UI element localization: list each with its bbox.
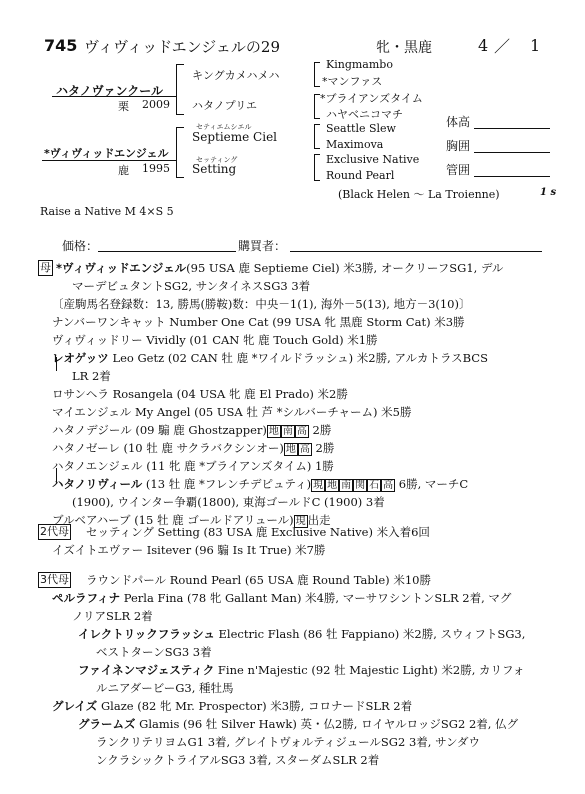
entry-text: ヴィヴィッドリー Vividly (01 CAN 牝 鹿 Touch Gold) 米1勝 bbox=[52, 333, 378, 347]
dam-dam-dam: Round Pearl bbox=[326, 169, 395, 182]
entry-name: グラームズ bbox=[78, 717, 136, 731]
dam-sire-ruby: セティエムシエル bbox=[196, 123, 252, 131]
connector-line bbox=[56, 468, 57, 482]
entry-text: 〔産駒馬名登録数：13, 勝馬(勝鞍)数：中央－1(1), 海外－5(13), 地方－3(10)〕 bbox=[52, 297, 471, 311]
entry-text: Fine n'Majestic (92 牡 Majestic Light) 米2勝, カリフォ bbox=[214, 663, 525, 677]
entry-text: セッティング Setting (83 USA 鹿 Exclusive Native) 米入着6回 bbox=[86, 525, 430, 539]
horse-name: ヴィヴィッドエンジェルの29 bbox=[84, 38, 281, 56]
venue-box: 地 bbox=[268, 426, 279, 437]
entry-line bbox=[96, 680, 234, 696]
entry-line bbox=[86, 572, 431, 588]
entry-line bbox=[52, 440, 334, 458]
entry-text: ハタノエンジェル (11 牝 鹿 *ブライアンズタイム) 1勝 bbox=[52, 459, 334, 473]
entry-name: ファイネンマジェスティク bbox=[78, 663, 215, 677]
entry-line bbox=[96, 644, 212, 660]
entry-line bbox=[52, 458, 334, 474]
sire-dam-dam: ハヤベニコマチ bbox=[326, 108, 403, 121]
birth-day: 1 bbox=[530, 36, 541, 55]
entry-name: イレクトリックフラッシュ bbox=[78, 627, 215, 641]
entry-line bbox=[52, 296, 471, 312]
girth-field[interactable] bbox=[474, 152, 550, 153]
entry-line bbox=[72, 278, 310, 294]
entry-name: *ヴィヴィッドエンジェル bbox=[56, 261, 187, 275]
entry-text: Electric Flash (86 牡 Fappiano) 米2勝, スウィフトSG3, bbox=[214, 627, 526, 641]
sire-year: 2009 bbox=[142, 98, 170, 111]
entry-text: (1900), ウインター争覇(1800), 東海ゴールドC (1900) 3着 bbox=[72, 495, 385, 509]
venue-box: 地 bbox=[327, 480, 338, 491]
entry-line bbox=[56, 260, 503, 276]
cannon-field[interactable] bbox=[474, 176, 550, 177]
entry-line bbox=[78, 662, 524, 678]
entry-line bbox=[96, 752, 379, 768]
entry-text: Glaze (82 牝 Mr. Prospector) 米3勝, コロナードSLR 2着 bbox=[97, 699, 413, 713]
entry-text: Leo Getz (02 CAN 牡 鹿 *ワイルドラッシュ) 米2勝, アルカトラスBCS bbox=[108, 351, 488, 365]
entry-text: ハタノデジール (09 騸 鹿 Ghostzapper) bbox=[52, 423, 267, 437]
entry-text: ブルベアハーブ (15 牡 鹿 ゴールドアリュール) bbox=[52, 513, 294, 527]
entry-line bbox=[72, 608, 153, 624]
section-tag: 母 bbox=[40, 261, 51, 274]
inbreeding: Raise a Native M 4×S 5 bbox=[40, 205, 174, 218]
entry-tail: 出走 bbox=[307, 513, 331, 527]
dam-sire-dam: Maximova bbox=[326, 138, 384, 151]
height-label: 体高 bbox=[446, 115, 471, 129]
entry-text: ルニアダービーG3, 種牡馬 bbox=[96, 681, 234, 695]
venue-box: 関 bbox=[355, 480, 366, 491]
entry-text: マイエンジェル My Angel (05 USA 牡 芦 *シルバーチャーム) 米5勝 bbox=[52, 405, 412, 419]
venue-box: 高 bbox=[299, 444, 310, 455]
entry-line bbox=[52, 332, 378, 348]
entry-line bbox=[72, 368, 111, 384]
entry-text: ラウンドパール Round Pearl (65 USA 鹿 Round Table) 米10勝 bbox=[86, 573, 431, 587]
entry-line bbox=[52, 422, 331, 440]
entry-text: ンクラシックトライアルSG3 3着, スターダムSLR 2着 bbox=[96, 753, 380, 767]
entry-text: ハタノゼーレ (10 牡 鹿 サクラバクシンオー) bbox=[52, 441, 284, 455]
dam-dam-sire: Exclusive Native bbox=[326, 153, 420, 166]
buyer-field[interactable] bbox=[290, 251, 542, 252]
price-label: 価格： bbox=[62, 239, 99, 253]
entry-tail: 2勝 bbox=[311, 441, 335, 455]
venue-box: 地 bbox=[285, 444, 296, 455]
entry-text: Perla Fina (78 牝 Gallant Man) 米4勝, マーサワシントンSLR 2着, マグ bbox=[120, 591, 512, 605]
family-number: 1 s bbox=[540, 187, 557, 198]
entry-line bbox=[52, 542, 325, 558]
sire-color: 栗 bbox=[118, 100, 129, 113]
section-tag: 2代母 bbox=[40, 525, 69, 538]
dam-sire-sire: Seattle Slew bbox=[326, 122, 396, 135]
dam-year: 1995 bbox=[142, 162, 170, 175]
sire-sire-dam: *マンファス bbox=[322, 75, 383, 88]
family-line: (Black Helen ～ La Troienne) bbox=[338, 188, 500, 201]
sire-name: ハタノヴァンクール bbox=[56, 84, 164, 98]
entry-line bbox=[86, 524, 430, 540]
entry-name: ハタノリヴィール bbox=[52, 477, 143, 491]
entry-name: ペルラフィナ bbox=[52, 591, 121, 605]
venue-box: 石 bbox=[369, 480, 380, 491]
entry-tail: 2勝 bbox=[308, 423, 332, 437]
sire-dam: ハタノプリエ bbox=[192, 99, 258, 112]
dam-sire: Septieme Ciel bbox=[192, 130, 278, 144]
entry-line bbox=[52, 698, 412, 714]
height-field[interactable] bbox=[474, 128, 550, 129]
entry-line bbox=[52, 590, 511, 606]
sire-sire-sire: Kingmambo bbox=[326, 58, 393, 71]
venue-box: 現 bbox=[313, 480, 324, 491]
venue-box: 高 bbox=[383, 480, 394, 491]
connector-line bbox=[56, 357, 57, 371]
sire-dam-sire: *ブライアンズタイム bbox=[320, 92, 423, 105]
venue-box: 高 bbox=[296, 426, 307, 437]
entry-text: ロサンヘラ Rosangela (04 USA 牝 鹿 El Prado) 米2勝 bbox=[52, 387, 348, 401]
entry-line bbox=[52, 476, 468, 494]
entry-text: ノリアSLR 2着 bbox=[72, 609, 153, 623]
entry-text: (95 USA 鹿 Septieme Ciel) 米3勝, オークリーフSG1, デル bbox=[186, 261, 504, 275]
entry-text: ベストターンSG3 3着 bbox=[96, 645, 212, 659]
entry-text: ナンバーワンキャット Number One Cat (99 USA 牝 黒鹿 Storm Cat) 米3勝 bbox=[52, 315, 465, 329]
entry-line bbox=[52, 350, 488, 366]
sex-color: 牝・黒鹿 bbox=[376, 40, 432, 56]
entry-line bbox=[78, 626, 525, 642]
entry-name: グレイズ bbox=[52, 699, 98, 713]
girth-label: 胸囲 bbox=[446, 139, 471, 153]
birth-month: 4 bbox=[478, 36, 489, 55]
buyer-label: 購買者： bbox=[238, 239, 287, 253]
entry-line bbox=[78, 716, 518, 732]
entry-tail: 6勝, マーチC bbox=[395, 477, 469, 491]
entry-text: Glamis (96 牡 Silver Hawk) 英・仏2勝, ロイヤルロッジSG2 2着, 仏グ bbox=[135, 717, 519, 731]
section-tag: 3代母 bbox=[40, 573, 69, 586]
entry-text: イズイトエヴァー Isitever (96 騸 Is It True) 米7勝 bbox=[52, 543, 326, 557]
entry-text: (13 牡 鹿 *フレンチデピュティ) bbox=[142, 477, 312, 491]
dam-dam: Setting bbox=[192, 162, 237, 176]
entry-name: レオゲッツ bbox=[52, 351, 109, 365]
venue-box: 現 bbox=[295, 516, 306, 527]
date-separator: ／ bbox=[494, 37, 511, 56]
entry-line bbox=[52, 314, 465, 330]
price-field[interactable] bbox=[98, 251, 236, 252]
cannon-label: 管囲 bbox=[446, 163, 471, 177]
dam-dam-ruby: セッティング bbox=[196, 156, 238, 164]
lot-number: 745 bbox=[44, 36, 78, 55]
entry-text: ランクリテリヨムG1 3着, グレイトヴォルティジュールSG2 3着, サンダウ bbox=[96, 735, 481, 749]
dam-name: *ヴィヴィッドエンジェル bbox=[44, 147, 169, 160]
entry-line bbox=[96, 734, 480, 750]
dam-color: 鹿 bbox=[118, 164, 129, 177]
entry-line bbox=[52, 404, 411, 420]
entry-text: LR 2着 bbox=[72, 369, 111, 383]
sire-sire: キングカメハメハ bbox=[192, 69, 280, 82]
venue-box: 南 bbox=[282, 426, 293, 437]
entry-line bbox=[52, 386, 348, 402]
venue-box: 南 bbox=[341, 480, 352, 491]
entry-text: マーデビュタントSG2, サンタイネスSG3 3着 bbox=[72, 279, 311, 293]
entry-line bbox=[72, 494, 385, 510]
